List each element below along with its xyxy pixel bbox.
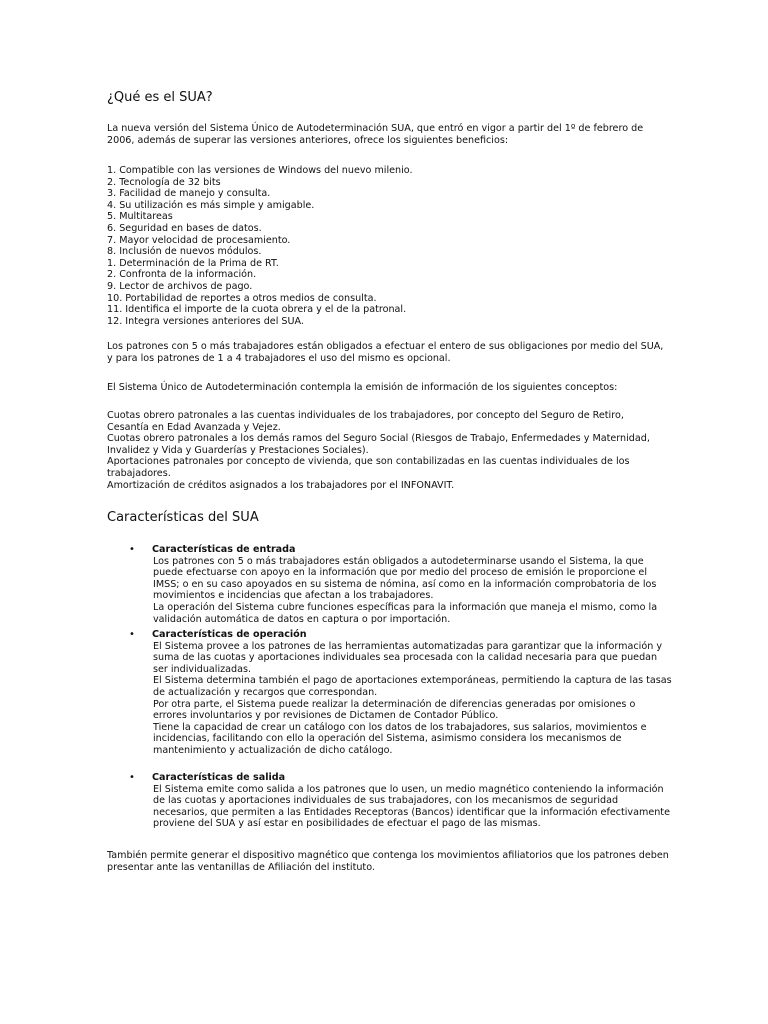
closing-paragraph: [107, 850, 669, 873]
benefit-item: 6. Seguridad en bases de datos.: [107, 222, 262, 234]
feature-line: El Sistema emite como salida a los patrones que lo usen, un medio magnético conteniendo la información: [153, 783, 664, 795]
feature-line: La operación del Sistema cubre funciones específicas para la información que maneja el mismo, como la: [153, 601, 658, 613]
concept-line: Aportaciones patronales por concepto de vivienda, que son contabilizadas en las cuentas individuales de los: [107, 456, 630, 468]
benefit-item: 3. Facilidad de manejo y consulta.: [107, 188, 271, 200]
feature-line: puede efectuarse con apoyo en la información que por medio del proceso de emisión le proporcione el: [153, 567, 647, 579]
intro-line: 2006, además de superar las versiones anteriores, ofrece los siguientes beneficios:: [107, 134, 509, 146]
feature-line: Por otra parte, el Sistema puede realizar la determinación de diferencias generadas por omisiones o: [153, 698, 636, 710]
feature-line: errores involuntarios y por revisiones de Dictamen de Contador Público.: [153, 710, 499, 722]
benefit-item: 1. Determinación de la Prima de RT.: [107, 257, 279, 269]
benefit-item: 7. Mayor velocidad de procesamiento.: [107, 234, 291, 246]
concept-line: Invalidez y Vida y Guarderías y Prestaciones Sociales).: [107, 444, 369, 456]
feature-line: El Sistema provee a los patrones de las herramientas automatizadas para garantizar que la información y: [153, 640, 663, 652]
benefit-item: 2. Confronta de la información.: [107, 269, 257, 281]
obligation-line: y para los patrones de 1 a 4 trabajadores el uso del mismo es opcional.: [107, 352, 451, 364]
obligation-paragraph: [107, 341, 663, 364]
closing-line: presentar ante las ventanillas de Afiliación del instituto.: [107, 861, 375, 873]
feature-line: Tiene la capacidad de crear un catálogo con los datos de los trabajadores, sus salarios, movimientos e: [153, 721, 647, 733]
benefit-item: 2. Tecnología de 32 bits: [107, 176, 221, 188]
benefit-item: 9. Lector de archivos de pago.: [107, 280, 253, 292]
feature-body: [153, 556, 667, 626]
benefit-item: 10. Portabilidad de reportes a otros medios de consulta.: [107, 292, 377, 304]
benefit-item: 12. Integra versiones anteriores del SUA.: [107, 315, 304, 327]
concepts-intro-line: El Sistema Único de Autodeterminación contempla la emisión de información de los siguientes conceptos:: [107, 382, 618, 393]
intro-line: La nueva versión del Sistema Único de Autodeterminación SUA, que entró en vigor a partir del 1º de febrero de: [107, 123, 644, 134]
page-title: ¿Qué es el SUA?: [107, 90, 213, 105]
section-title: Características del SUA: [107, 510, 259, 525]
feature-entrada: [107, 544, 667, 625]
concept-line: Cuotas obrero patronales a las cuentas individuales de los trabajadores, por concepto del Seguro de Retiro,: [107, 410, 624, 421]
benefits-list: [107, 165, 663, 327]
closing-line: También permite generar el dispositivo magnético que contenga los movimientos afiliatorios que los patrones deben: [107, 850, 669, 861]
feature-salida: [107, 772, 670, 830]
benefit-item: 8. Inclusión de nuevos módulos.: [107, 246, 262, 258]
feature-line: validación automática de datos en captura o por importación.: [153, 613, 451, 625]
concept-line: Amortización de créditos asignados a los trabajadores por el INFONAVIT.: [107, 479, 455, 491]
feature-line: suma de las cuotas y aportaciones individuales sea procesada con la calidad necesaria para que puedan: [153, 652, 658, 664]
feature-line: mantenimiento y actualización de dicho catálogo.: [153, 744, 393, 756]
feature-operacion: [107, 629, 672, 757]
concepts-intro: [107, 382, 663, 394]
feature-line: Los patrones con 5 o más trabajadores están obligados a autodeterminarse usando el Sistema, la que: [153, 555, 644, 567]
feature-line: IMSS; o en su caso apoyados en su sistema de nómina, así como en la información comprobatoria de los: [153, 578, 657, 590]
concepts-list: [107, 410, 663, 491]
obligation-line: Los patrones con 5 o más trabajadores están obligados a efectuar el entero de sus obligaciones por medio del SUA,: [107, 341, 664, 352]
feature-title: Características de entrada: [152, 544, 296, 555]
feature-body: [153, 783, 670, 830]
feature-title: Características de operación: [152, 629, 307, 640]
feature-line: proviene del SUA y así estar en posibilidades de efectuar el pago de las mismas.: [153, 818, 541, 830]
concept-line: Cesantía en Edad Avanzada y Vejez.: [107, 421, 281, 433]
benefit-item: 4. Su utilización es más simple y amigable.: [107, 199, 315, 211]
concept-line: trabajadores.: [107, 467, 171, 479]
bullet-icon: •: [129, 629, 135, 640]
benefit-item: 1. Compatible con las versiones de Windows del nuevo milenio.: [107, 165, 413, 176]
bullet-icon: •: [129, 544, 135, 555]
feature-line: necesarios, que permiten a las Entidades Receptoras (Bancos) identificar que la información efectivamente: [153, 806, 670, 818]
feature-title: Características de salida: [152, 772, 286, 783]
concept-line: Cuotas obrero patronales a los demás ramos del Seguro Social (Riesgos de Trabajo, Enfermedades y Maternidad,: [107, 433, 650, 445]
feature-line: El Sistema determina también el pago de aportaciones extemporáneas, permitiendo la captura de las tasas: [153, 675, 672, 687]
bullet-icon: •: [129, 772, 135, 783]
feature-line: incidencias, facilitando con ello la operación del Sistema, asimismo considera los mecanismos de: [153, 733, 622, 745]
intro-paragraph: [107, 123, 663, 146]
feature-body: [153, 640, 672, 757]
feature-line: ser individualizadas.: [153, 663, 252, 675]
benefit-item: 5. Multitareas: [107, 211, 173, 223]
feature-line: de actualización y recargos que correspondan.: [153, 686, 378, 698]
feature-line: movimientos e incidencias que afectan a los trabajadores.: [153, 590, 434, 602]
feature-line: de las cuotas y aportaciones individuales de sus trabajadores, con los mecanismos de seguridad: [153, 795, 619, 807]
benefit-item: 11. Identifica el importe de la cuota obrera y el de la patronal.: [107, 304, 407, 316]
